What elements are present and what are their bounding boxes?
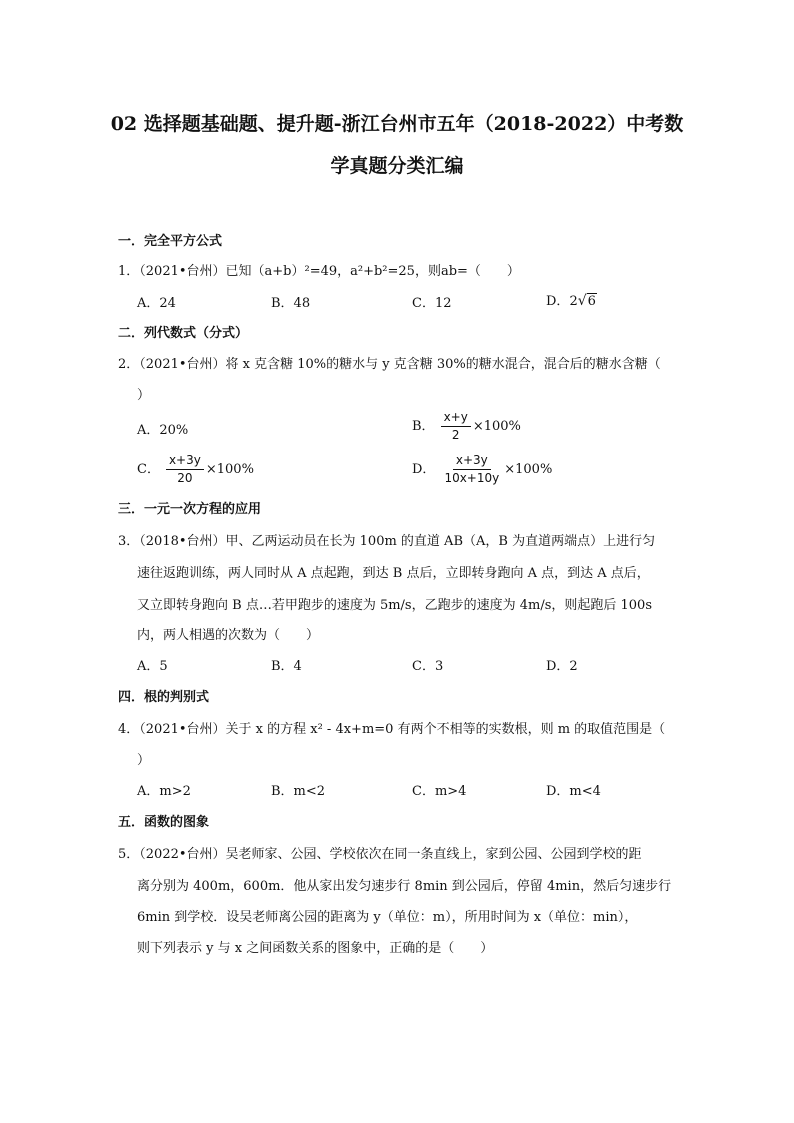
- question-4-line-1: 4．（2021•台州）关于 x 的方程 x² - 4x+m=0 有两个不相等的实数根，则 m 的取值范围是（: [118, 722, 666, 737]
- section-heading-3: 三．一元一次方程的应用: [118, 502, 262, 517]
- question-5-line-4: 则下列表示 y 与 x 之间函数关系的图象中，正确的是（ ）: [137, 941, 494, 956]
- q3-option-b: B．4: [271, 659, 302, 674]
- q1-option-b: B．48: [271, 296, 311, 311]
- sqrt-symbol: √6: [577, 293, 596, 309]
- q1-option-d: [546, 290, 597, 309]
- q1-option-d-radicand: 6: [587, 294, 596, 309]
- title-line-2: 学真题分类汇编: [330, 155, 464, 177]
- q2-option-a: A．20%: [137, 423, 189, 438]
- q4-option-d: D．m<4: [546, 784, 601, 799]
- q2-option-b-fraction: $\frac{x+y}{2}$: [441, 410, 471, 443]
- section-heading-4: 四．根的判别式: [118, 690, 210, 705]
- section-heading-2: 二．列代数式（分式）: [118, 326, 249, 341]
- question-2-line-2: ）: [137, 388, 151, 403]
- q2-option-b: B． $\frac{x+y}{2}$ ×100%: [412, 410, 521, 442]
- question-3-line-1: 3．（2018•台州）甲、乙两运动员在长为 100m 的直道 AB（A，B 为直道两端点）上进行匀: [118, 534, 656, 549]
- question-2-line-1: 2．（2021•台州）将 x 克含糖 10%的糖水与 y 克含糖 30%的糖水混合，混合后的糖水含糖（: [118, 357, 661, 372]
- q2-option-d: D． $\frac{x+3y}{10x+10y}$ ×100%: [412, 453, 553, 485]
- page-title: [100, 103, 694, 187]
- title-line-1: 02 选择题基础题、提升题-浙江台州市五年（2018-2022）中考数: [110, 113, 684, 135]
- section-heading-1: 一．完全平方公式: [118, 234, 223, 249]
- q1-option-d-coef: 2: [569, 294, 578, 309]
- question-4-line-2: ）: [137, 753, 151, 768]
- section-heading-5: 五．函数的图象: [118, 815, 210, 830]
- question-5-line-1: 5．（2022•台州）吴老师家、公园、学校依次在同一条直线上，家到公园、公园到学校的距: [118, 847, 642, 862]
- question-3-line-4: 内，两人相遇的次数为（ ）: [137, 628, 320, 643]
- q3-option-c: C．3: [412, 659, 444, 674]
- question-5-line-2: 离分别为 400m，600m．他从家出发匀速步行 8min 到公园后，停留 4min，然后匀速步行: [137, 879, 672, 894]
- q2-option-d-fraction: $\frac{x+3y}{10x+10y}$: [444, 453, 500, 485]
- question-5-line-3: 6min 到学校．设吴老师离公园的距离为 y（单位：m），所用时间为 x（单位：min），: [137, 910, 638, 925]
- q4-option-b: B．m<2: [271, 784, 326, 799]
- question-3-line-2: 速往返跑训练，两人同时从 A 点起跑，到达 B 点后，立即转身跑向 A 点，到达 A 点后，: [137, 566, 650, 581]
- q2-option-c: C． $\frac{x+3y}{20}$ ×100%: [137, 453, 254, 485]
- q4-option-a: A．m>2: [137, 784, 191, 799]
- q1-option-d-label: D．: [546, 294, 570, 309]
- q3-option-a: A．5: [137, 659, 168, 674]
- q2-option-c-fraction: $\frac{x+3y}{20}$: [166, 453, 204, 486]
- q3-option-d: D．2: [546, 659, 578, 674]
- q1-option-c: C．12: [412, 296, 452, 311]
- question-3-line-3: 又立即转身跑向 B 点…若甲跑步的速度为 5m/s，乙跑步的速度为 4m/s，则起跑后 100s: [137, 598, 652, 613]
- q1-option-a: A．24: [137, 296, 176, 311]
- question-1-text: 1．（2021•台州）已知（a+b）²=49，a²+b²=25，则ab=（ ）: [118, 264, 520, 279]
- q4-option-c: C．m>4: [412, 784, 467, 799]
